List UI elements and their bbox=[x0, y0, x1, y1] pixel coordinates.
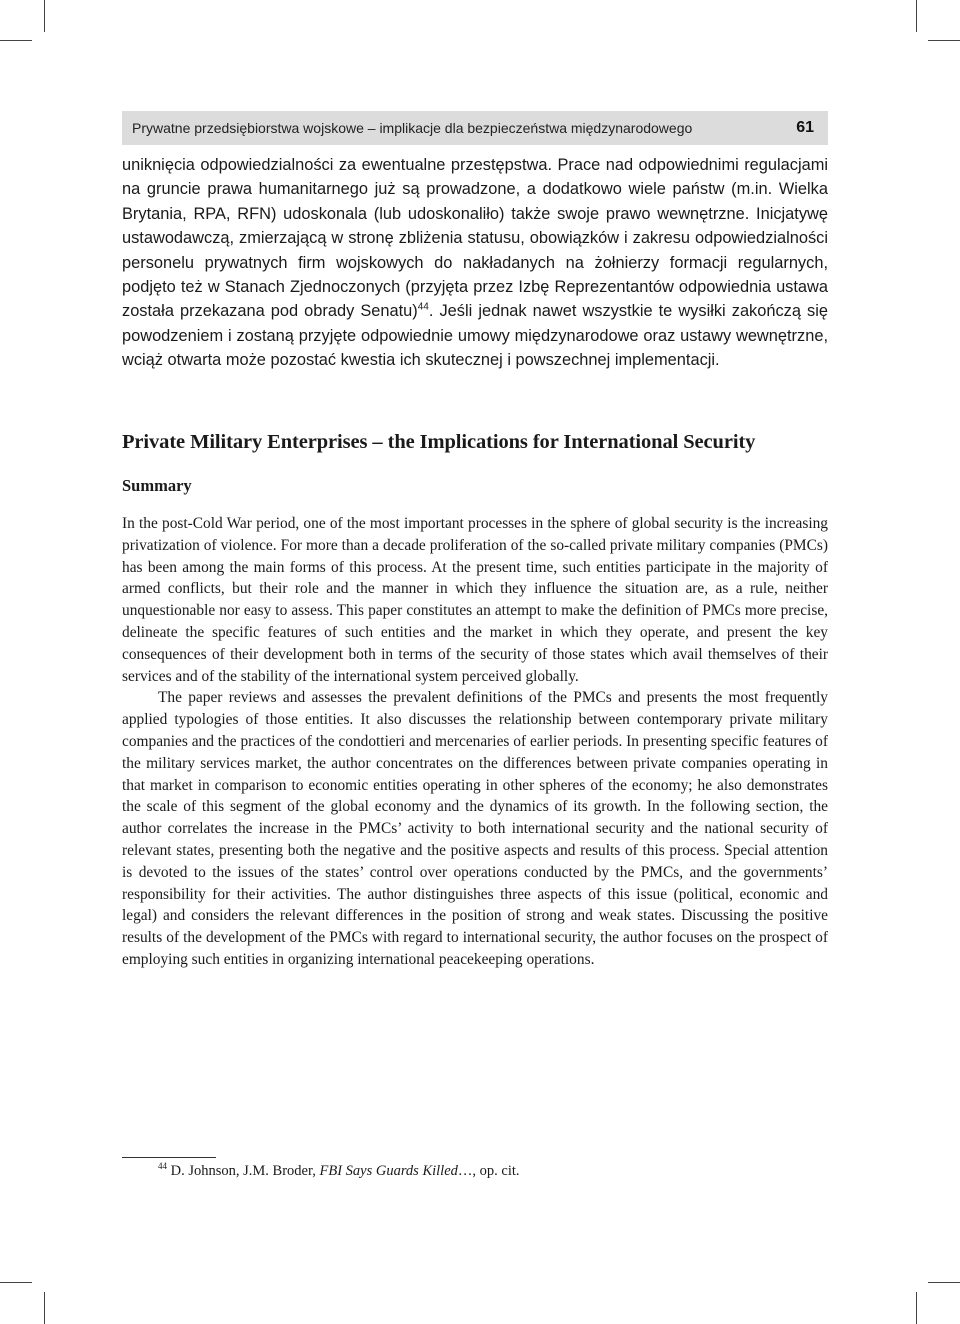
running-header bbox=[122, 111, 828, 145]
footnote-cited-title: FBI Says Guards Killed bbox=[319, 1162, 458, 1179]
summary-body bbox=[122, 513, 828, 971]
crop-mark bbox=[928, 40, 960, 41]
page-number: 61 bbox=[796, 119, 814, 136]
crop-mark bbox=[0, 40, 32, 41]
summary-paragraph-2: The paper reviews and assesses the prevalent definitions of the PMCs and presents the most frequently applied typologies of those entities. It also discusses the relationship between contemporary private military companies and the practices of the condottieri and mercenaries of earlier periods. In presenting specific features of the military services market, the author concentrates on the differences between private companies operating in that market in comparison to economic entities operating in other spheres of the economy; he also demonstrates the scale of this segment of the global economy and the dynamics of its growth. In the following section, the author correlates the increase in the PMCs’ activity to both international security and the national security of relevant states, presenting both the negative and the positive aspects and results of this process. Special attention is devoted to the issues of the states’ control over operations conducted by the PMCs, and the governments’ responsibility for their activities. The author distinguishes three aspects of this issue (political, economic and legal) and considers the relevant differences in the position of strong and weak states. Discussing the positive results of the development of the PMCs with regard to international security, the author focuses on the prospect of employing such entities in organizing international peacekeeping operations. bbox=[122, 689, 828, 968]
crop-mark bbox=[44, 1292, 45, 1324]
crop-mark bbox=[44, 0, 45, 32]
summary-paragraph-1: In the post-Cold War period, one of the most important processes in the sphere of global security is the increasing privatization of violence. For more than a decade proliferation of the so-called private military companies (PMCs) has been among the main forms of this process. At the present time, such entities participate in the majority of armed conflicts, but their role and the manner in which they influence the situation are, as a rule, neither unquestionable nor easy to assess. This paper constitutes an attempt to make the definition of PMCs more precise, delineate the specific features of such entities and the market in which they operate, and present the key consequences of their development both in terms of the security of those states which avail themselves of their services and of the stability of the international system perceived globally. bbox=[122, 515, 828, 685]
summary-heading: Summary bbox=[122, 476, 192, 495]
footnote-authors: D. Johnson, J.M. Broder, bbox=[170, 1162, 320, 1179]
crop-mark bbox=[928, 1282, 960, 1283]
crop-mark bbox=[916, 1292, 917, 1324]
polish-paragraph-continuation: . Jeśli jednak nawet wszystkie te wysiłki zakończą się powodzeniem i zostaną przyjęte odpowiednie umowy międzynarodowe oraz ustawy wewnętrzne, wciąż otwarta może pozostać kwestia ich skutecznej i powszechnej implementacji. bbox=[122, 302, 828, 370]
crop-mark bbox=[0, 1282, 32, 1283]
crop-mark bbox=[916, 0, 917, 32]
footnote-reference: 44 bbox=[417, 301, 429, 313]
polish-paragraph-text: uniknięcia odpowiedzialności za ewentualne przestępstwa. Prace nad odpowiednimi regulacjami na gruncie prawa humanitarnego już są prowadzone, a dodatkowo wiele państw (m.in. Wielka Brytania, RPA, RFN) udoskonala (lub udoskonaliło) także swoje prawo wewnętrzne. Inicjatywę ustawodawczą, zmierzającą w stronę zbliżenia statusu, obowiązków i zakresu odpowiedzialności personelu prywatnych firm wojskowych do nakładanych na żołnierzy formacji regularnych, podjęto też w Stanach Zjednoczonych (przyjęta przez Izbę Reprezentantów odpowiednia ustawa została przekazana pod obrady Senatu) bbox=[122, 156, 828, 321]
footnote-suffix: …, op. cit. bbox=[457, 1162, 520, 1179]
summary-title: Private Military Enterprises – the Implications for International Security bbox=[122, 431, 756, 453]
polish-paragraph bbox=[122, 153, 828, 373]
footnote bbox=[158, 1161, 520, 1180]
running-title: Prywatne przedsiębiorstwa wojskowe – implikacje dla bezpieczeństwa międzynarodowego bbox=[132, 120, 693, 136]
footnote-number: 44 bbox=[158, 1161, 167, 1171]
footnote-rule bbox=[122, 1157, 216, 1158]
